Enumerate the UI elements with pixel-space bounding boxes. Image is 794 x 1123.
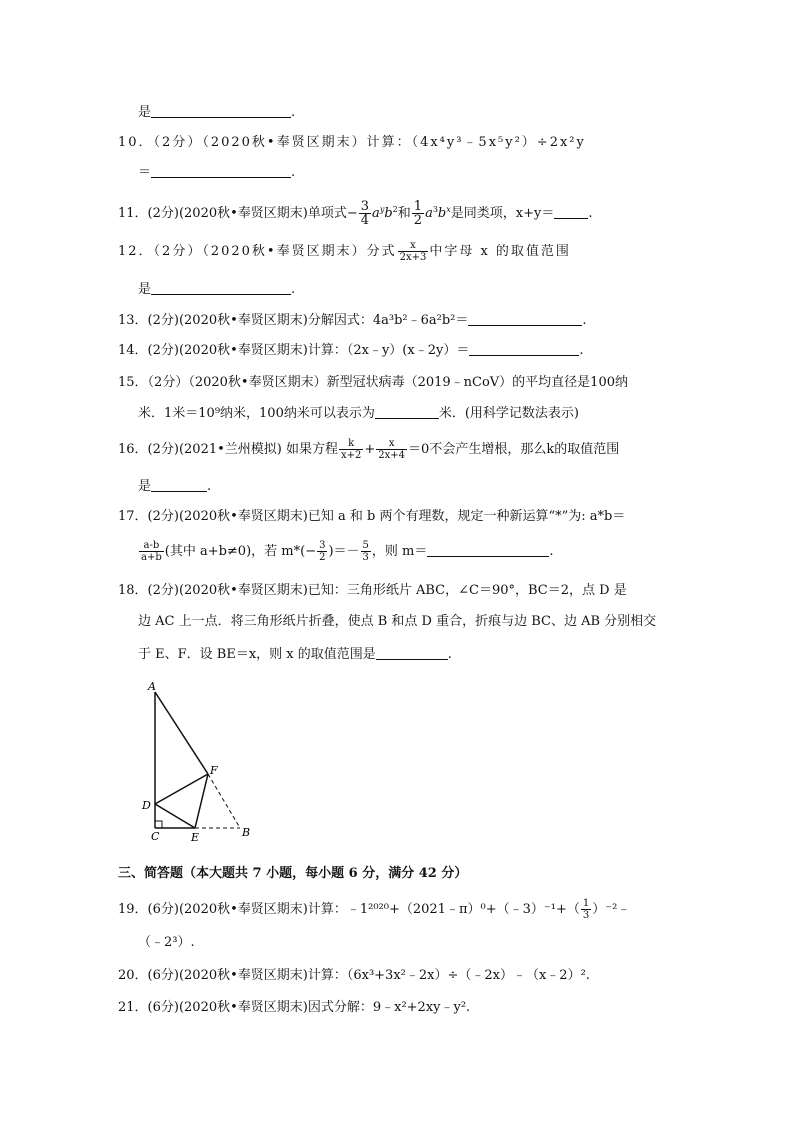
triangle-figure [140,678,270,843]
q19-line2: （﹣2³）. [138,935,195,950]
q16-line1: 16．(2分)(2021•兰州模拟) 如果方程 $\frac{k}{x+2}$ + $\frac{x}{2x+4}$ ＝0不会产生增根，那么k的取值范围 [118,438,620,461]
q14-blank[interactable] [469,343,579,356]
section-title: 三、简答题（本大题共 7 小题，每小题 6 分，满分 42 分） [118,866,468,881]
q18-blank[interactable] [376,647,448,660]
q17-blank[interactable] [427,544,549,557]
q13-line: 13．(2分)(2020秋•奉贤区期末)分解因式：4a³b²﹣6a²b²＝ . [118,313,587,328]
q10-blank[interactable] [151,165,291,178]
q9-line: 是 . [138,105,296,120]
q16-blank[interactable] [151,479,207,492]
q18-line1: 18．(2分)(2020秋•奉贤区期末)已知：三角形纸片 ABC，∠C＝90°，BC＝2，点 D 是 [118,583,627,598]
label-E: E [191,831,200,843]
q17-frac1: $\frac{a-b}{a+b}$ [141,540,162,563]
q20-line: 20．(6分)(2020秋•奉贤区期末)计算：（6x³+3x²﹣2x）÷（﹣2x）﹣（x﹣2）². [118,968,590,983]
q17-frac3: $\frac{5}{3}$ [362,540,369,563]
q11-line: 11．(2分)(2020秋•奉贤区期末)单项式− $\frac{3}{4}$ $a^yb^2$和 $\frac{1}{2}$ $a^3b^x$是同类项，x+y＝ . [118,199,593,228]
q11-blank[interactable] [554,206,588,219]
q11-frac1: $\frac{3}{4}$ [360,199,370,228]
q21-line: 21．(6分)(2020秋•奉贤区期末)因式分解：9﹣x²+2xy﹣y². [118,1000,471,1015]
label-B: B [242,826,251,839]
side-FB-dashed [208,774,240,828]
q12-blank[interactable] [151,282,291,295]
q16-frac2: $\frac{x}{2x+4}$ [378,438,406,461]
q12-frac: $\frac{x}{2x+3}$ [399,240,427,263]
q15-blank[interactable] [375,406,439,419]
q18-line3: 于 E、F．设 BE＝x，则 x 的取值范围是 . [138,647,452,662]
q16-frac1: $\frac{k}{x+2}$ [341,438,362,461]
fold-line-EF [195,774,208,828]
label-D: D [142,799,151,812]
q17-frac2: $\frac{3}{2}$ [319,540,326,563]
q9-blank[interactable] [151,105,291,118]
side-AF [155,692,208,774]
label-A: A [148,680,156,693]
q19-line1: 19．(6分)(2020秋•奉贤区期末)计算：﹣1²⁰²⁰+（2021﹣π）⁰+（﹣3）⁻¹+（ $\frac{1}{3}$ ）⁻²﹣ [118,898,631,921]
label-C: C [151,830,160,843]
segment-DE [155,804,195,828]
right-angle-mark [155,821,162,828]
q11-frac2: $\frac{1}{2}$ [413,199,423,228]
label-F: F [210,764,218,777]
q10-line2: ＝ . [138,165,296,180]
segment-DF [155,774,208,804]
q16-line2: 是 . [138,479,212,494]
q12-line2: 是 . [138,282,296,297]
q14-line: 14．(2分)(2020秋•奉贤区期末)计算：（2x﹣y）(x﹣2y）＝ . [118,343,584,358]
q17-line1: 17．(2分)(2020秋•奉贤区期末)已知 a 和 b 两个有理数，规定一种新运算“*”为: a*b＝ [118,509,626,524]
q15-line2: 米．1米＝10⁹纳米，100纳米可以表示为 米．(用科学记数法表示) [138,406,579,421]
q15-line1: 15．（2分）（2020秋•奉贤区期末）新型冠状病毒（2019﹣nCoV）的平均直径是100纳 [118,375,628,390]
q10-line1: 10．（2分）（2020秋•奉贤区期末）计算：（4x⁴y³﹣5x⁵y²）÷2x²y [118,135,586,150]
q17-line2: $\frac{a-b}{a+b}$ (其中 a+b≠0)，若 m*(− $\frac{3}{2}$ )＝－ $\frac{5}{3}$ ，则 m＝ . [141,540,554,563]
q18-line2: 边 AC 上一点．将三角形纸片折叠，使点 B 和点 D 重合，折痕与边 BC、边 AB 分别相交 [138,614,657,629]
q19-frac: $\frac{1}{3}$ [582,898,590,921]
q12-line1: 12．（2分）（2020秋•奉贤区期末）分式 $\frac{x}{2x+3}$ 中字母 x 的取值范围 [118,240,571,263]
q13-blank[interactable] [468,313,582,326]
